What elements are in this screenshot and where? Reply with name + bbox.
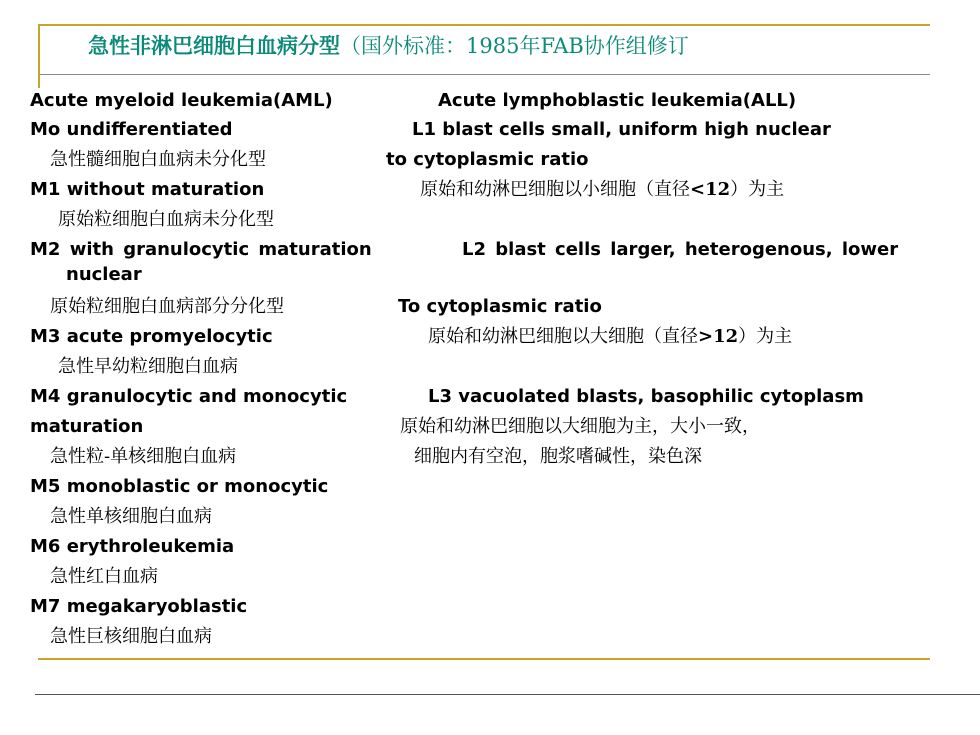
m0-chinese: 急性髓细胞白血病未分化型 [50,149,266,170]
m1-chinese: 原始粒细胞白血病未分化型 [58,209,274,230]
m6-english: M6 erythroleukemia [30,536,235,557]
l1-english: L1 blast cells small, uniform high nuclear [412,119,831,140]
l3-chinese-line2: 细胞内有空泡，胞浆嗜碱性，染色深 [414,446,702,467]
title-frame-left-rule [38,24,40,88]
l2-english: L2 blast cells larger, heterogenous, lower [462,239,899,260]
title-subtitle: （国外标准：1985年FAB协作组修订 [340,34,689,58]
l2-english-cont: To cytoplasmic ratio [398,296,602,317]
footer-rule [35,694,980,695]
m4-english: M4 granulocytic and monocytic [30,386,348,407]
m3-chinese: 急性早幼粒细胞白血病 [58,356,238,377]
m1-english: M1 without maturation [30,179,265,200]
l3-chinese-line1: 原始和幼淋巴细胞以大细胞为主，大小一致， [400,416,760,437]
m2-chinese: 原始粒细胞白血病部分分化型 [50,296,284,317]
content-bottom-rule [38,658,930,660]
aml-header: Acute myeloid leukemia(AML) [30,90,333,111]
title-frame-top-rule [38,24,930,26]
title-underline [40,74,930,75]
page-title [88,30,689,60]
m7-chinese: 急性巨核细胞白血病 [50,626,212,647]
m2-english-cont: nuclear [66,264,142,285]
m5-english: M5 monoblastic or monocytic [30,476,329,497]
all-header: Acute lymphoblastic leukemia(ALL) [438,90,797,111]
m4-chinese: 急性粒-单核细胞白血病 [50,446,237,467]
m2-english: M2 with granulocytic maturation [30,239,372,260]
m7-english: M7 megakaryoblastic [30,596,248,617]
l3-english: L3 vacuolated blasts, basophilic cytoplasm [428,386,864,407]
m4-english-cont: maturation [30,416,144,437]
l1-english-cont: to cytoplasmic ratio [386,149,589,170]
m0-english: Mo undifferentiated [30,119,233,140]
title-main: 急性非淋巴细胞白血病分型 [88,34,340,58]
m3-english: M3 acute promyelocytic [30,326,273,347]
l1-chinese: 原始和幼淋巴细胞以小细胞（直径<12）为主 [420,179,785,200]
m5-chinese: 急性单核细胞白血病 [50,506,212,527]
m6-chinese: 急性红白血病 [50,566,158,587]
l2-chinese: 原始和幼淋巴细胞以大细胞（直径>12）为主 [428,326,793,347]
